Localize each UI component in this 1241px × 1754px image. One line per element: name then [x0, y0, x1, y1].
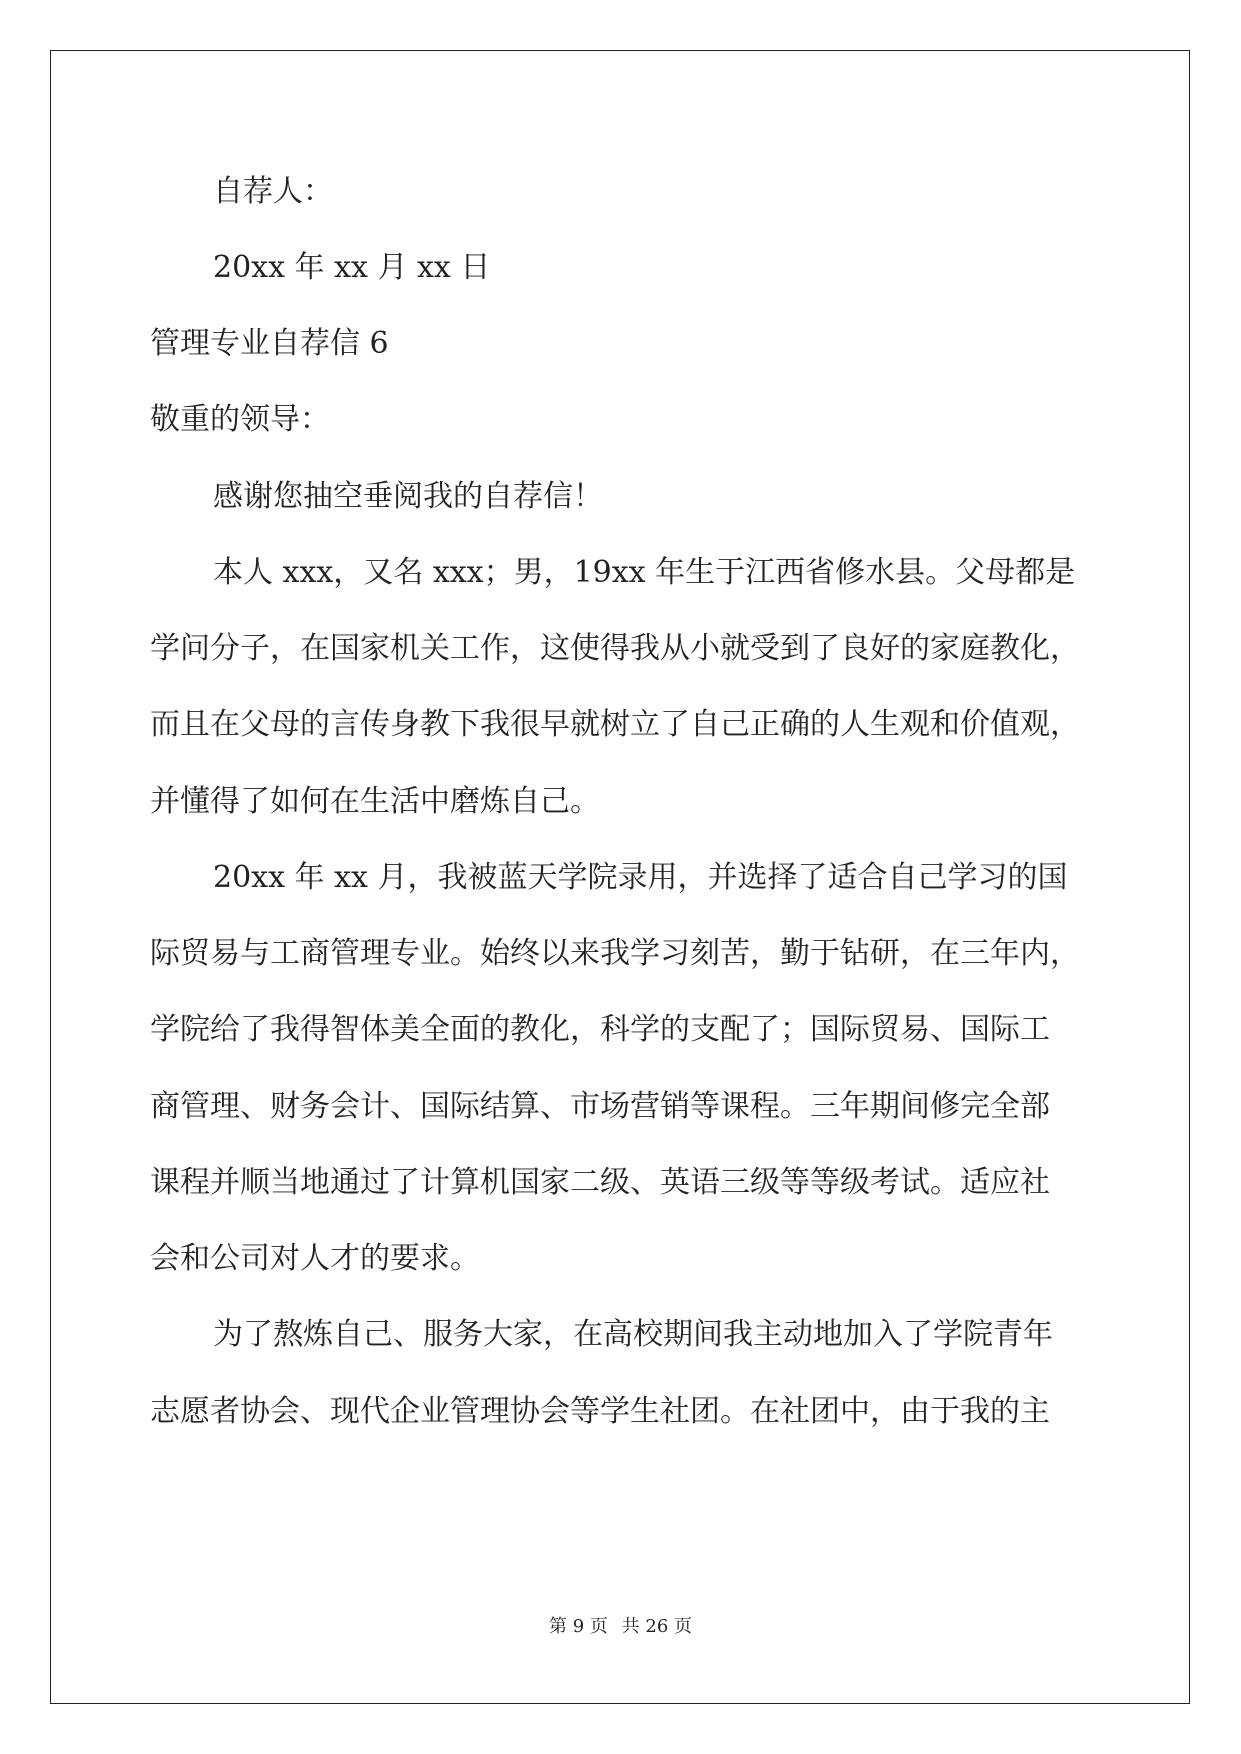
- paragraph-line: 本人 xxx，又名 xxx；男，19xx 年生于江西省修水县。父母都是: [213, 555, 1076, 590]
- page-footer: [0, 1612, 1241, 1638]
- paragraph-line: 而且在父母的言传身教下我很早就树立了自己正确的人生观和价值观，: [150, 707, 1080, 742]
- paragraph-line: 20xx 年 xx 月，我被蓝天学院录用，并选择了适合自己学习的国: [213, 860, 1068, 895]
- paragraph-line: 课程并顺当地通过了计算机国家二级、英语三级等等级考试。适应社: [150, 1165, 1050, 1200]
- salutation: 敬重的领导：: [150, 402, 330, 437]
- paragraph-line: 学问分子，在国家机关工作，这使得我从小就受到了良好的家庭教化，: [150, 631, 1080, 666]
- paragraph-line: 商管理、财务会计、国际结算、市场营销等课程。三年期间修完全部: [150, 1089, 1050, 1124]
- paragraph-line: 会和公司对人才的要求。: [150, 1241, 480, 1276]
- paragraph-line: 为了熬炼自己、服务大家，在高校期间我主动地加入了学院青年: [213, 1317, 1053, 1352]
- date-line: 20xx 年 xx 月 xx 日: [213, 250, 491, 285]
- paragraph-line: 际贸易与工商管理专业。始终以来我学习刻苦，勤于钻研，在三年内，: [150, 936, 1080, 971]
- page-total: 共 26 页: [621, 1616, 692, 1637]
- paragraph-line: 学院给了我得智体美全面的教化，科学的支配了；国际贸易、国际工: [150, 1012, 1050, 1047]
- section-title: 管理专业自荐信 6: [150, 326, 389, 361]
- page-number: 第 9 页: [549, 1616, 608, 1637]
- paragraph-line: 志愿者协会、现代企业管理协会等学生社团。在社团中，由于我的主: [150, 1394, 1050, 1429]
- signature-label: 自荐人：: [213, 174, 333, 209]
- paragraph-line: 并懂得了如何在生活中磨炼自己。: [150, 784, 600, 819]
- paragraph-line: 感谢您抽空垂阅我的自荐信！: [213, 479, 603, 514]
